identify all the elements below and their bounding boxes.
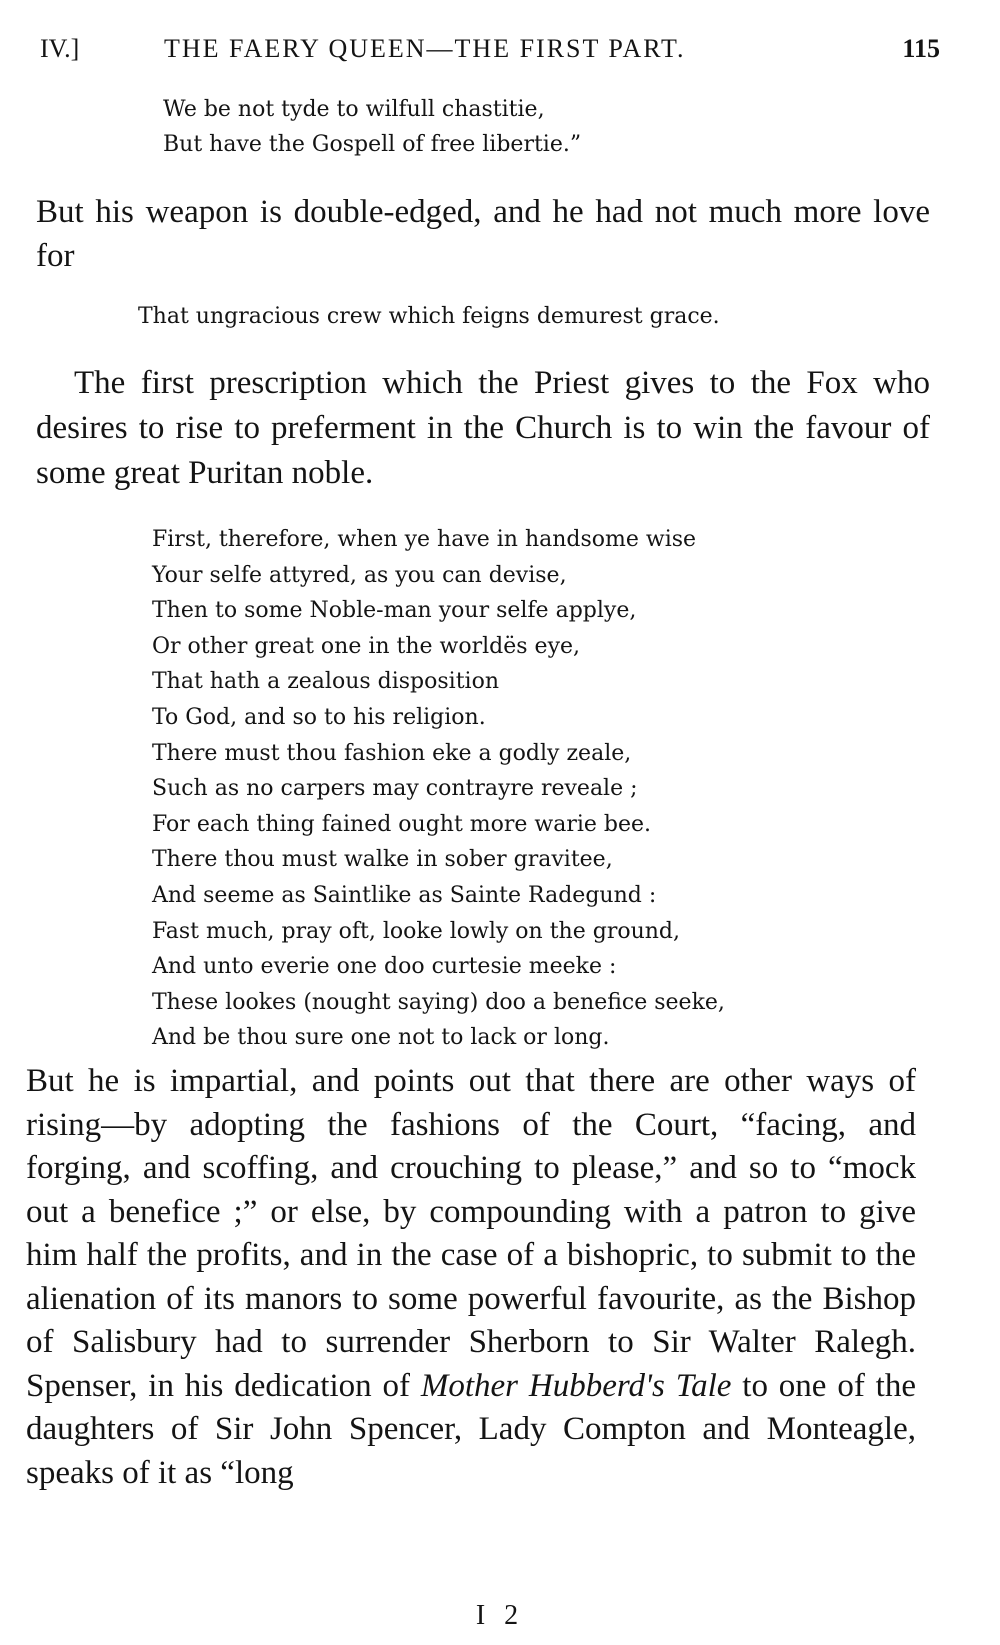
paragraph-text: But his weapon is double-edged, and he had not much more love for: [36, 194, 930, 274]
paragraph-3: [26, 1060, 916, 1495]
paragraph-text-start: But he is impartial, and points out that there are other ways of rising—by adopting the fashions of the Court, “facing, and forging, and scoffing, and crouching to please,” and so to “mock out a benefice ;” or else, by compounding with a patron to give him half the profits, and in the case of a bishopric, to submit to the alienation of its manors to some powerful favourite, as the Bishop of Salisbury had to surrender Sherborn to Sir Walter Ralegh. Spenser, in his dedication of: [26, 1063, 916, 1404]
paragraph-2: [36, 361, 930, 496]
paragraph-text: The first prescription which the Priest gives to the Fox who desires to rise to preferment in the Church is to win the favour of some great Puritan noble.: [36, 365, 930, 491]
verse-quotation-1: [163, 92, 581, 162]
verse-line: And seeme as Saintlike as Sainte Radegund :: [152, 882, 657, 908]
verse-line: There must thou fashion eke a godly zeale,: [152, 740, 632, 766]
verse-line: First, therefore, when ye have in handsome wise: [152, 527, 697, 552]
verse-line: We be not tyde to wilfull chastitie,: [163, 97, 545, 122]
work-title: Mother Hubberd's Tale: [420, 1367, 732, 1404]
paragraph-1: [36, 190, 930, 278]
running-title: THE FAERY QUEEN—THE FIRST PART.: [164, 34, 686, 63]
verse-quotation-2: [152, 522, 725, 1056]
verse-line: Fast much, pray oft, looke lowly on the ground,: [152, 918, 680, 944]
verse-line: Your selfe attyred, as you can devise,: [152, 562, 567, 588]
verse-line: These lookes (nought saying) doo a benefice seeke,: [152, 989, 725, 1015]
quoted-line: That ungracious crew which feigns demurest grace.: [138, 304, 720, 329]
verse-line: That hath a zealous disposition: [152, 669, 500, 695]
verse-line: And unto everie one doo curtesie meeke :: [152, 954, 617, 980]
verse-line: Then to some Noble-man your selfe applye,: [152, 598, 637, 624]
paragraph-text-end: to one of the daughters of Sir John Spencer, Lady Compton and Monteagle, speaks of it as “long: [26, 1367, 916, 1491]
verse-line: But have the Gospell of free libertie.”: [163, 132, 582, 157]
running-header: [40, 34, 940, 74]
verse-line: There thou must walke in sober gravitee,: [152, 847, 613, 873]
page-number: 115: [902, 34, 940, 63]
verse-line: And be thou sure one not to lack or long.: [152, 1025, 610, 1051]
verse-line: For each thing fained ought more warie bee.: [152, 811, 652, 837]
signature-mark: I 2: [475, 1600, 525, 1631]
verse-line: To God, and so to his religion.: [152, 704, 486, 730]
verse-line: Such as no carpers may contrayre reveale ;: [152, 776, 638, 802]
paragraph-text: [26, 1060, 916, 1495]
chapter-number: IV.]: [40, 34, 80, 63]
verse-line: Or other great one in the worldës eye,: [152, 633, 581, 659]
